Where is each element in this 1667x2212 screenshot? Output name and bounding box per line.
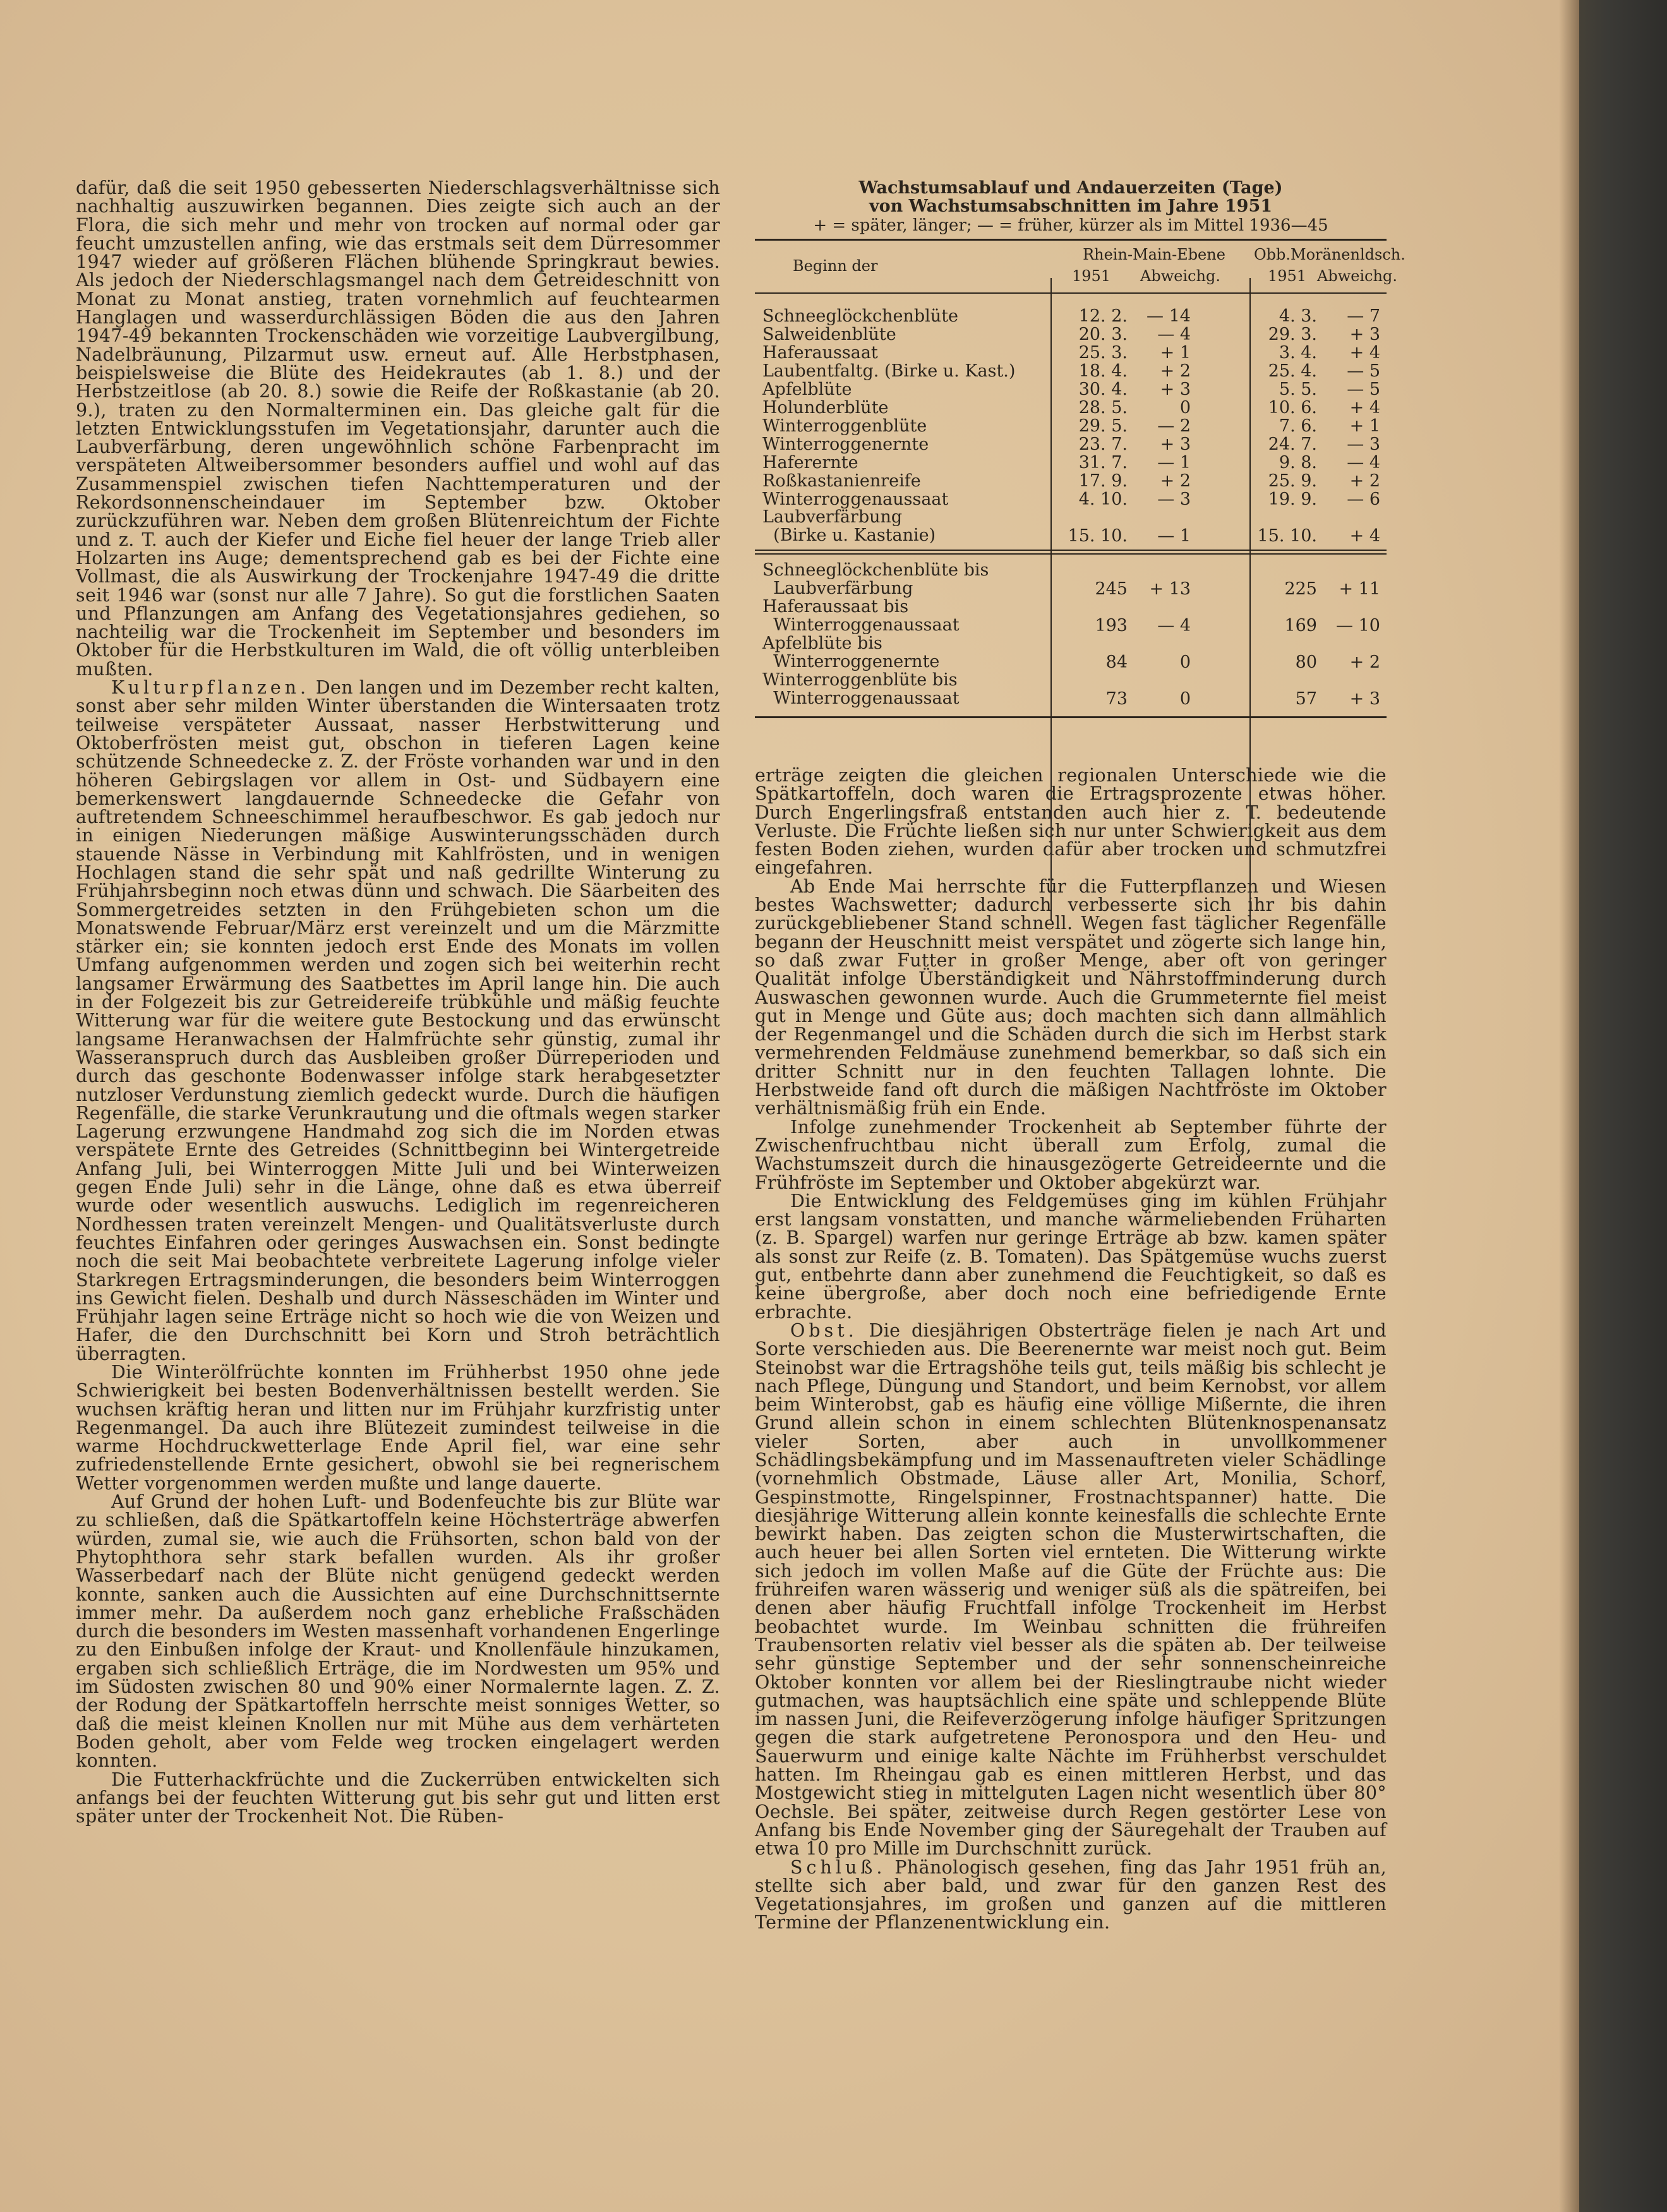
right-column xyxy=(755,766,1387,1932)
value-rhein-main: 84 xyxy=(1105,652,1128,672)
value-rhein-main: 23. 7. xyxy=(1078,435,1128,454)
left-column xyxy=(76,179,720,1825)
table-row xyxy=(755,508,1387,544)
row-label: Salweidenblüte xyxy=(762,325,896,344)
deviation-obb: + 1 xyxy=(1349,416,1380,436)
value-obb: 57 xyxy=(1295,689,1317,709)
value-obb: 169 xyxy=(1284,616,1317,635)
deviation-rhein-main: — 3 xyxy=(1157,490,1191,509)
header-abweichung-2: Abweichg. xyxy=(1317,267,1398,285)
deviation-obb: + 2 xyxy=(1349,471,1380,491)
deviation-rhein-main: 0 xyxy=(1179,652,1191,672)
paragraph: Infolge zunehmender Trockenheit ab September führte der Zwischenfruchtbau nicht überall zum Erfolg, zumal die Wachstumszeit durch die hinausgezögerte Getreideernte und die Frühfröste im September und Oktober abgekürzt war. xyxy=(755,1116,1387,1193)
row-label: Haferernte xyxy=(762,453,858,472)
value-rhein-main: 31. 7. xyxy=(1078,453,1128,472)
paragraph: Die Winterölfrüchte konnten im Frühherbst 1950 ohne jede Schwierigkeit bei besten Bodenverhältnissen bestellt werden. Sie wuchsen kräftig heran und litten nur im Frühjahr kurzfristig unter Regenmangel. Da auch ihre Blütezeit zumindest teilweise in die warme Hochdruckwetterlage Ende April fiel, war eine sehr zufriedenstellende Ernte gesichert, obwohl sie bei regnerischem Wetter vorgenommen werden mußte und lange dauerte. xyxy=(76,1362,720,1494)
row-label: Winterroggenaussaat xyxy=(762,490,949,509)
table-row xyxy=(755,361,1387,380)
table-rows xyxy=(755,306,1387,544)
value-obb: 15. 10. xyxy=(1257,526,1317,546)
value-rhein-main: 30. 4. xyxy=(1078,380,1128,399)
deviation-rhein-main: — 4 xyxy=(1157,616,1191,635)
section-lead: Schluß. xyxy=(790,1856,886,1878)
row-label: Schneeglöckchenblüte xyxy=(762,306,959,326)
deviation-obb: + 4 xyxy=(1349,343,1380,363)
table-row xyxy=(755,325,1387,343)
value-rhein-main: 25. 3. xyxy=(1078,343,1128,363)
header-year-2: 1951 xyxy=(1268,267,1307,285)
table-row xyxy=(755,490,1387,508)
table-row xyxy=(755,598,1387,634)
paragraph-text: Phänologisch gesehen, fing das Jahr 1951 früh an, stellte sich aber bald, und zwar für den ganzen Rest des Vegetationsjahres, im großen und ganzen auf die mittleren Termine der Pflanzenentwicklung ein. xyxy=(755,1856,1387,1933)
deviation-obb: — 5 xyxy=(1347,361,1380,381)
deviation-rhein-main: 0 xyxy=(1179,398,1191,418)
deviation-obb: — 10 xyxy=(1336,616,1380,635)
header-abweichung-1: Abweichg. xyxy=(1140,267,1221,285)
value-rhein-main: 15. 10. xyxy=(1068,526,1128,546)
deviation-rhein-main: + 2 xyxy=(1160,361,1191,381)
row-label: Haferaussaat xyxy=(762,343,878,363)
value-rhein-main: 4. 10. xyxy=(1078,490,1128,509)
value-rhein-main: 28. 5. xyxy=(1078,398,1128,418)
row-label: Roßkastanienreife xyxy=(762,471,921,491)
deviation-rhein-main: + 1 xyxy=(1160,343,1191,363)
table-row xyxy=(755,416,1387,435)
value-rhein-main: 20. 3. xyxy=(1078,325,1128,344)
deviation-rhein-main: + 2 xyxy=(1160,471,1191,491)
table-subtitle: von Wachstumsabschnitten im Jahre 1951 xyxy=(869,196,1273,216)
value-obb: 225 xyxy=(1284,579,1317,599)
table-row xyxy=(755,306,1387,325)
value-obb: 3. 4. xyxy=(1279,343,1317,363)
deviation-rhein-main: — 1 xyxy=(1157,453,1191,472)
table-row xyxy=(755,671,1387,707)
row-label: Winterroggenernte xyxy=(762,435,929,454)
value-obb: 9. 8. xyxy=(1279,453,1317,472)
paragraph-schluss xyxy=(755,1858,1387,1932)
deviation-obb: + 11 xyxy=(1339,579,1380,599)
value-obb: 24. 7. xyxy=(1268,435,1317,454)
table-row xyxy=(755,561,1387,598)
section-lead: Obst. xyxy=(790,1319,858,1341)
paragraph-kulturpflanzen xyxy=(76,678,720,1363)
value-obb: 25. 9. xyxy=(1268,471,1317,491)
table-rule xyxy=(755,716,1387,718)
paragraph: Ab Ende Mai herrschte für die Futterpflanzen und Wiesen bestes Wachswetter; dadurch verbesserte sich ihr bis dahin zurückgebliebener Stand schnell. Wegen fast täglicher Regenfälle begann der Heuschnitt meist verspätet und zögerte sich lange hin, so daß zwar Futter in großer Menge, aber oft von geringer Qualität infolge Überständigkeit und Nährstoffminderung durch Auswaschen gewonnen wurde. Auch die Grummeternte fiel meist gut in Menge und Güte aus; doch machten sich dann allmählich der Regenmangel und die Schäden durch die sich im Herbst stark vermehrenden Feldmäuse zunehmend bemerkbar, so daß sich ein dritter Schnitt nur in den feuchten Tallagen lohnte. Die Herbstweide fand oft durch die mäßigen Nachtfröste im Oktober verhältnismäßig früh ein Ende. xyxy=(755,875,1387,1119)
table-title: Wachstumsablauf und Andauerzeiten (Tage) xyxy=(858,178,1283,198)
value-rhein-main: 18. 4. xyxy=(1078,361,1128,381)
paragraph: erträge zeigten die gleichen regionalen Unterschiede wie die Spätkartoffeln, doch waren die Ertragsprozente etwas höher. Durch Engerlingsfraß entstanden auch hier z. T. bedeutende Verluste. Die Früchte ließen sich nur unter Schwierigkeit aus dem festen Boden ziehen, wurden dafür aber trocken und schmutzfrei eingefahren. xyxy=(755,765,1387,879)
deviation-rhein-main: + 3 xyxy=(1160,380,1191,399)
table-row xyxy=(755,398,1387,416)
header-obb: Obb.Moränenldsch. xyxy=(1254,246,1405,263)
value-rhein-main: 193 xyxy=(1095,616,1128,635)
section-lead: Kulturpflanzen. xyxy=(111,677,310,699)
deviation-rhein-main: — 14 xyxy=(1146,306,1191,326)
table-row xyxy=(755,435,1387,453)
header-year-1: 1951 xyxy=(1072,267,1111,285)
deviation-rhein-main: + 3 xyxy=(1160,435,1191,454)
row-label: Apfelblüte bis Winterroggenernte xyxy=(762,634,940,671)
deviation-rhein-main: 0 xyxy=(1179,689,1191,709)
value-obb: 7. 6. xyxy=(1279,416,1317,436)
table-row xyxy=(755,471,1387,490)
deviation-obb: + 3 xyxy=(1349,325,1380,344)
value-rhein-main: 245 xyxy=(1095,579,1128,599)
deviation-obb: — 7 xyxy=(1347,306,1380,326)
deviation-obb: + 4 xyxy=(1349,526,1380,546)
scan-binding-edge xyxy=(1567,0,1667,2212)
value-obb: 19. 9. xyxy=(1268,490,1317,509)
row-label: Winterroggenblüte xyxy=(762,416,927,436)
deviation-obb: — 6 xyxy=(1347,490,1380,509)
header-rhein-main: Rhein-Main-Ebene xyxy=(1083,246,1225,263)
paragraph: Die Entwicklung des Feldgemüses ging im kühlen Frühjahr erst langsam vonstatten, und manche wärmeliebenden Früharten (z. B. Spargel) warfen nur geringe Erträge ab bzw. kamen später als sonst zur Reife (z. B. Tomaten). Das Spätgemüse wuchs zuerst gut, entbehrte dann aber zunehmend die Feuchtigkeit, so daß es keine übergroße, aber doch noch eine befriedigende Ernte erbrachte. xyxy=(755,1190,1387,1323)
table-row xyxy=(755,634,1387,671)
row-label: Apfelblüte xyxy=(762,380,852,399)
paragraph-text: Den langen und im Dezember recht kalten, sonst aber sehr milden Winter überstanden die Wintersaaten trotz teilweise verspäteter Aussaat, nasser Herbstwitterung und Oktoberfrösten meist gut, obschon in tieferen Lagen keine schützende Schneedecke z. Z. der Fröste vorhanden war und in den höheren Gebirgslagen vor allem in Ost- und Südbayern eine bemerkenswert langdauernde Schneedecke die Gefahr von auftretendem Schneeschimmel heraufbeschwor. Es gab jedoch nur in einigen Niederungen mäßige Auswinterungsschäden durch stauende Nässe in Verbindung mit Kahlfrösten, und in wenigen Hochlagen stand die sehr spät und naß gedrillte Winterung zu Frühjahrsbeginn noch etwas dünn und schwach. Die Säarbeiten des Sommergetreides setzten in den Frühgebieten schon um die Monatswende Februar/März erst vereinzelt und um die Märzmitte stärker ein; sie konnten jedoch erst Ende des Monats im vollen Umfang aufgenommen werden und zogen sich bei weiterhin recht langsamer Erwärmung des Saatbettes im April lange hin. Die auch in der Folgezeit bis zur Getreidereife trübkühle und mäßig feuchte Witterung war für die weitere gute Bestockung und das erwünscht langsame Heranwachsen der Halmfrüchte sehr günstig, zumal ihr Wasseranspruch durch das Ausbleiben großer Dürreperioden und durch das geschonte Bodenwasser infolge stark herabgesetzter nutzloser Verdunstung ziemlich gedeckt wurde. Durch die häufigen Regenfälle, die starke Verunkrautung und die oftmals wegen starker Lagerung erzwungene Handmahd zog sich die im Norden etwas verspätete Ernte des Getreides (Schnittbeginn bei Wintergetreide Anfang Juli, bei Winterroggen Mitte Juli und bei Winterweizen gegen Ende Juli) sehr in die Länge, ohne daß es etwa überreif wurde oder wesentlich auswuchs. Lediglich im regenreicheren Nordhessen traten vereinzelt Mengen- und Qualitätsverluste durch feuchtes Einfahren oder geringes Auswachsen ein. Sonst bedingte noch die seit Mai beobachtete verbreitete Lagerung infolge vieler Starkregen Ertragsminderungen, die besonders beim Winterroggen ins Gewicht fielen. Deshalb und durch Nässeschäden im Winter und Frühjahr lagen seine Erträge nicht so hoch wie die von Weizen und Hafer, die den Durchschnitt bei Korn und Stroh beträchtlich überragten. xyxy=(76,677,720,1364)
deviation-rhein-main: + 13 xyxy=(1149,579,1191,599)
paragraph-text: Die diesjährigen Obsterträge fielen je nach Art und Sorte verschieden aus. Die Beerenernte war meist noch gut. Beim Steinobst war die Ertragshöhe teils gut, teils mäßig bis schlecht je nach Pflege, Düngung und Standort, und beim Kernobst, vor allem beim Winterobst, gab es häufig eine völlige Mißernte, die ihren Grund allein schon in einem schlechten Blütenknospenansatz vieler Sorten, aber auch in unvollkommener Schädlingsbekämpfung und im Massenauftreten vieler Schädlinge (vornehmlich Obstmade, Läuse aller Art, Monilia, Schorf, Gespinstmotte, Ringelspinner, Frostnachtspanner) hatte. Die diesjährige Witterung allein konnte keinesfalls die schlechte Ernte bewirkt haben. Das zeigten schon die Musterwirtschaften, die auch heuer bei allen Sorten viel ernteten. Die Witterung wirkte sich jedoch im vollen Maße auf die Güte der Früchte aus: Die frühreifen waren wässerig und weniger süß als die spätreifen, bei denen aber häufig Fruchtfall infolge Trockenheit im Herbst beobachtet wurde. Im Weinbau schnitten die frühreifen Traubensorten relativ viel besser als die späten ab. Der teilweise sehr günstige September und der sehr sonnenscheinreiche Oktober konnten vor allem bei der Rieslingtraube nicht wieder gutmachen, was hauptsächlich eine späte und schleppende Blüte im nassen Juni, die Reifeverzögerung infolge häufiger Spritzungen gegen die stark aufgetretene Peronospora und den Heu- und Sauerwurm und einige kalte Nächte im Frühherbst verschuldet hatten. Im Rheingau gab es einen mittleren Herbst, und das Mostgewicht stieg in mittelguten Lagen nicht wesentlich über 80° Oechsle. Bei später, zeitweise durch Regen gestörter Lese von Anfang bis Ende November ging der Säuregehalt der Trauben auf etwa 10 pro Mille im Durchschnitt zurück. xyxy=(755,1319,1387,1860)
deviation-obb: — 3 xyxy=(1347,435,1380,454)
page-shadow xyxy=(1559,0,1579,2212)
deviation-obb: + 2 xyxy=(1349,652,1380,672)
row-label: Schneeglöckchenblüte bis Laubverfärbung xyxy=(762,560,989,598)
paragraph: dafür, daß die seit 1950 gebesserten Niederschlagsverhältnisse sich nachhaltig auszuwirken begannen. Dies zeigte sich auch an der Flora, die sich mehr und mehr von trocken auf normal oder gar feucht umzustellen anfing, wie das erstmals seit dem Dürresommer 1947 wieder auf größeren Flächen blühende Springkraut bewies. Als jedoch der Niederschlagsmangel nach dem Getreideschnitt von Monat zu Monat anstieg, traten vornehmlich auf feuchtearmen Hanglagen und wasserdurchlässigen Böden die aus den Jahren 1947-49 bekannten Trockenschäden wie vorzeitige Laubvergilbung, Nadelbräunung, Pilzarmut usw. erneut auf. Alle Herbstphasen, beispielsweise die Blüte des Heidekrautes (ab 1. 8.) und der Herbstzeitlose (ab 20. 8.) sowie die Reife der Roßkastanie (ab 20. 9.), traten zu den Normalterminen ein. Das gleiche galt für die letzten Entwicklungsstufen im Vegetationsjahr, darunter auch die Laubverfärbung, deren ungewöhnlich schöne Farbenpracht im verspäteten Altweibersommer besonders auffiel und wohl auf das Zusammenspiel zwischen tiefen Nachttemperaturen und der Rekordsonnenscheindauer im September bzw. Oktober zurückzuführen war. Neben dem großen Blütenreichtum der Fichte und z. T. auch der Kiefer und Eiche fiel heuer der lange Trieb aller Holzarten ins Auge; dementsprechend gab es bei der Fichte eine Vollmast, die als Auswirkung der Trockenjahre 1947-49 die dritte seit 1946 war (sonst nur alle 7 Jahre). So gut die forstlichen Saaten und Pflanzungen am Anfang des Vegetationsjahres gediehen, so nachteilig war die Trockenheit im September und besonders im Oktober für die Herbstkulturen im Wald, die oft völlig unterbleiben mußten. xyxy=(76,177,720,680)
row-label: Laubentfaltg. (Birke u. Kast.) xyxy=(762,361,1016,381)
table-row xyxy=(755,380,1387,398)
deviation-obb: — 4 xyxy=(1347,453,1380,472)
value-rhein-main: 17. 9. xyxy=(1078,471,1128,491)
row-label: Laubverfärbung (Birke u. Kastanie) xyxy=(762,507,936,545)
row-label: Winterroggenblüte bis Winterroggenaussaat xyxy=(762,670,960,708)
deviation-rhein-main: — 4 xyxy=(1157,325,1191,344)
value-obb: 25. 4. xyxy=(1268,361,1317,381)
deviation-obb: — 5 xyxy=(1347,380,1380,399)
paragraph: Auf Grund der hohen Luft- und Bodenfeuchte bis zur Blüte war zu schließen, daß die Spätkartoffeln keine Höchsterträge abwerfen würden, zumal sie, wie auch die Frühsorten, schon bald von der Phytophthora sehr stark befallen wurden. Als ihr großer Wasserbedarf nach der Blüte nicht genügend gedeckt werden konnte, sanken auch die Aussichten auf eine Durchschnittsernte immer mehr. Da außerdem noch ganz erhebliche Fraßschäden durch die besonders im Westen massenhaft vorhandenen Engerlinge zu den Einbußen infolge der Kraut- und Knollenfäule hinzukamen, ergaben sich schließlich Erträge, die im Nordwesten um 95% und im Südosten zwischen 80 und 90% einer Normalernte lagen. Z. Z. der Rodung der Spätkartoffeln herrschte meist sonniges Wetter, so daß die meist kleinen Knollen nur mit Mühe aus dem verhärteten Boden geholt, aber vom Felde weg trocken eingelagert werden konnten. xyxy=(76,1491,720,1772)
header-beginn: Beginn der xyxy=(793,257,878,275)
value-obb: 10. 6. xyxy=(1268,398,1317,418)
row-label: Holunderblüte xyxy=(762,398,889,418)
deviation-obb: + 3 xyxy=(1349,689,1380,709)
paragraph-obst xyxy=(755,1321,1387,1858)
deviation-rhein-main: — 1 xyxy=(1157,526,1191,546)
value-obb: 5. 5. xyxy=(1279,380,1317,399)
value-rhein-main: 12. 2. xyxy=(1078,306,1128,326)
table-row xyxy=(755,343,1387,361)
value-rhein-main: 73 xyxy=(1105,689,1128,709)
table-duration-rows xyxy=(755,561,1387,707)
row-label: Haferaussaat bis Winterroggenaussaat xyxy=(762,597,960,635)
value-obb: 80 xyxy=(1295,652,1317,672)
table-header xyxy=(755,241,1405,292)
table-legend-note: + = später, länger; — = früher, kürzer als im Mittel 1936—45 xyxy=(813,216,1328,235)
value-obb: 29. 3. xyxy=(1268,325,1317,344)
value-obb: 4. 3. xyxy=(1279,306,1317,326)
deviation-obb: + 4 xyxy=(1349,398,1380,418)
phenology-table xyxy=(755,178,1405,718)
deviation-rhein-main: — 2 xyxy=(1157,416,1191,436)
value-rhein-main: 29. 5. xyxy=(1078,416,1128,436)
paragraph: Die Futterhackfrüchte und die Zuckerrüben entwickelten sich anfangs bei der feuchten Witterung gut bis sehr gut und litten erst später unter der Trockenheit Not. Die Rüben- xyxy=(76,1769,720,1827)
table-row xyxy=(755,453,1387,471)
